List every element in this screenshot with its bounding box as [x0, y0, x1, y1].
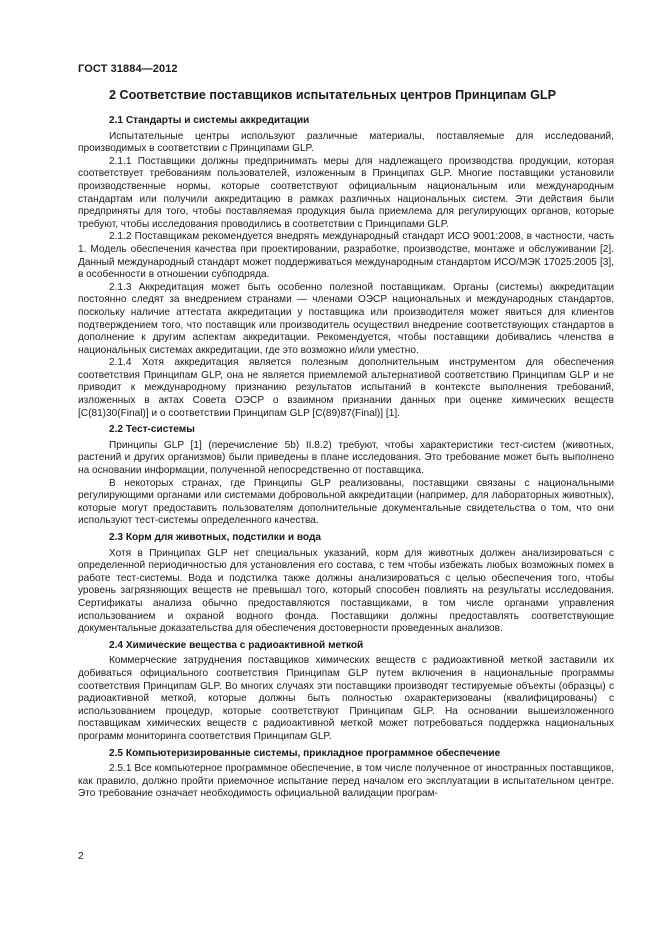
page-number: 2: [78, 851, 84, 862]
subsection-title-2-5: 2.5 Компьютеризированные системы, прикладное программное обеспечение: [109, 747, 501, 759]
paragraph: Хотя в Принципах GLP нет специальных указаний, корм для животных должен анализироваться с определенной периодичностью для установления его состава, с тем чтобы избежать любых возможных помех в работе тест-системы. Вода и подстилка также должны анализироваться с целью обеспечения того, чтобы уровень загрязняющих веществ не превышал того, который способен повлиять на результаты исследования. Сертификаты анализа обычно предоставляются поставщиками, в том числе органами управления использованием и охраной водного фонда. Поставщики должны предоставлять соответствующие документальные доказательства для обеспечения достоверности проведенных анализов.: [78, 547, 614, 635]
paragraph: В некоторых странах, где Принципы GLP реализованы, поставщики связаны с национальными регулирующими органами или системами добровольной аккредитации (например, для лабораторных животных), которые могут предоставить пользователям дополнительные документальные свидетельства о том, что они используют тест-системы определенного качества.: [78, 477, 614, 527]
section-title: 2 Соответствие поставщиков испытательных центров Принципам GLP: [109, 88, 556, 102]
paragraph-2-1-1: 2.1.1 Поставщики должны предпринимать меры для надлежащего производства продукции, которая соответствует требованиям пользователей, изложенным в Принципах GLP. Многие поставщики установили производственные нормы, которые соответствуют официальным национальным или международным стандартам или получили аккредитацию в рамках различных национальных систем. Эти действия были предприняты для того, чтобы поставляемая продукция была приемлема для регулирующих органов, которые требуют, чтобы исследования проводились в соответствии с Принципами GLP.: [78, 155, 614, 230]
paragraph-2-5-1: 2.5.1 Все компьютерное программное обеспечение, в том числе полученное от иностранных поставщиков, как правило, должно пройти приемочное испытание перед началом его эксплуатации в испытательном центре. Это требование означает необходимость официальной валидации програм-: [78, 763, 614, 800]
page-content: [78, 88, 614, 801]
subsection-title-2-4: 2.4 Химические вещества с радиоактивной меткой: [109, 639, 364, 651]
subsection-title-2-3: 2.3 Корм для животных, подстилки и вода: [109, 532, 321, 543]
paragraph-2-1-4: 2.1.4 Хотя аккредитация является полезным дополнительным инструментом для обеспечения соответствия Принципам GLP, она не является приемлемой альтернативой соответствию Принципам GLP и не приводит к международному признанию результатов испытаний в контексте выполнения требований, изложенных в актах Совета ОЭСР о взаимном признании данных при оценке химических веществ [C(81)30(Final)] и о соответствии Принципам GLP [C(89)87(Final)] [1].: [78, 357, 614, 419]
subsection-title-2-2: 2.2 Тест-системы: [109, 424, 195, 436]
paragraph: Коммерческие затруднения поставщиков химических веществ с радиоактивной меткой заставили их добиваться официального соответствия Принципам GLP путем включения в национальные программы соответствия Принципам GLP. Во многих случаях эти поставщики производят тестируемые объекты (образцы) с радиоактивной меткой, которые должны быть полностью охарактеризованы (квалифицированы) с использованием процедур, которые соответствуют Принципам GLP. На основании вышеизложенного поставщикам химических веществ с радиоактивной меткой может потребоваться поддержка национальных программ мониторинга соответствия Принципам GLP.: [78, 655, 614, 742]
subsection-title-2-1: 2.1 Стандарты и системы аккредитации: [109, 115, 310, 126]
paragraph: Принципы GLP [1] (перечисление 5b) II.8.2) требуют, чтобы характеристики тест-систем (животных, растений и других организмов) были приведены в плане исследования. Это требование может быть выполнено на основании информации, полученной непосредственно от поставщика.: [78, 439, 614, 477]
paragraph-2-1-3: 2.1.3 Аккредитация может быть особенно полезной поставщикам. Органы (системы) аккредитации постоянно следят за внедрением странами — членами ОЭСР национальных и международных стандартов, поскольку наличие аттестата аккредитации у поставщика или производителя может явиться для клиентов подтверждением того, что поставщик или производитель осуществил внедрение соответствующих стандартов в дополнение к другим аспектам аккредитации. Рекомендуется, чтобы поставщики добивались членства в национальных системах аккредитации, где это возможно и/или уместно.: [78, 281, 614, 356]
paragraph-2-1-2: 2.1.2 Поставщикам рекомендуется внедрять международный стандарт ИСО 9001:2008, в частности, часть 1. Модель обеспечения качества при проектировании, разработке, производстве, монтаже и обслуживании [2]. Данный международный стандарт может поддерживаться международным стандартом ИСО/МЭК 17025:2005 [3], в особенности в отношении субподряда.: [78, 231, 614, 281]
standard-header: ГОСТ 31884—2012: [78, 63, 178, 75]
paragraph: Испытательные центры используют различные материалы, поставляемые для исследований, производимых в соответствии с Принципами GLP.: [78, 130, 614, 155]
